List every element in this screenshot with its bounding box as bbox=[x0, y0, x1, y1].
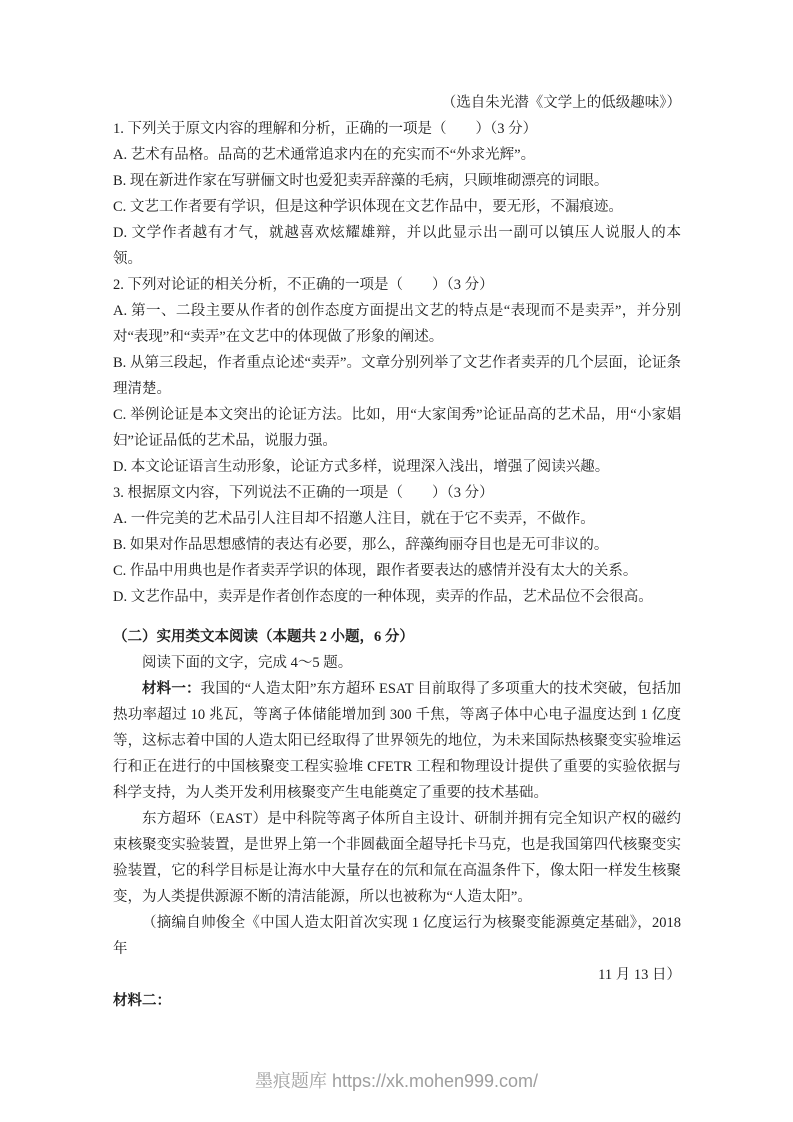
question-2-option-d: D. 本文论证语言生动形象，论证方式多样，说理深入浅出，增强了阅读兴趣。 bbox=[113, 459, 610, 475]
question-1-option-b: B. 现在新进作家在写骈俪文时也爱犯卖弄辞藻的毛病，只顾堆砌漂亮的词眼。 bbox=[113, 173, 609, 189]
exam-content bbox=[113, 90, 681, 1014]
question-3-option-c: C. 作品中用典也是作者卖弄学识的体现，跟作者要表达的感情并没有太大的关系。 bbox=[113, 563, 638, 579]
question-1-option-c: C. 文艺工作者要有学识，但是这种学识体现在文艺作品中，要无形，不漏痕迹。 bbox=[113, 199, 623, 215]
question-1-option-a: A. 艺术有品格。品高的艺术通常追求内在的充实而不“外求光辉”。 bbox=[113, 147, 536, 163]
material-1-citation-line-1: （摘编自帅俊全《中国人造太阳首次实现 1 亿度运行为核聚变能源奠定基础》，2018 年 bbox=[113, 915, 681, 957]
question-2-option-c: C. 举例论证是本文突出的论证方法。比如，用“大家闺秀”论证品高的艺术品，用“小家娼妇”论证品低的艺术品，说服力强。 bbox=[113, 407, 681, 449]
watermark-footer: 墨痕题库 https://xk.mohen999.com/ bbox=[254, 1071, 539, 1091]
source-note: （选自朱光潜《文学上的低级趣味》） bbox=[441, 95, 681, 111]
question-2-option-a: A. 第一、二段主要从作者的创作态度方面提出文艺的特点是“表现而不是卖弄”，并分别对“表现”和“卖弄”在文艺中的体现做了形象的阐述。 bbox=[113, 303, 681, 345]
section-2-heading: （二）实用类文本阅读（本题共 2 小题，6 分） bbox=[113, 629, 414, 645]
question-1-option-d: D. 文学作者越有才气，就越喜欢炫耀雄辩，并以此显示出一副可以镇压人说服人的本领。 bbox=[113, 225, 681, 267]
material-1-text-1: 我国的“人造太阳”东方超环 ESAT 目前取得了多项重大的技术突破，包括加热功率超过 10 兆瓦，等离子体储能增加到 300 千焦，等离子体中心电子温度达到 1 亿度等，这标志着中国的人造太阳已经取得了世界领先的地位，为未来国际热核聚变实验堆运行和正在进行的中国核聚变工程实验堆 CFETR 工程和物理设计提供了重要的实验依据与科学支持，为人类开发利用核聚变产生电能奠定了重要的技术基础。 bbox=[113, 681, 682, 801]
question-2-stem: 2. 下列对论证的相关分析，不正确的一项是（ ）（3 分） bbox=[113, 277, 494, 293]
question-3-option-b: B. 如果对作品思想感情的表达有必要，那么，辞藻绚丽夺目也是无可非议的。 bbox=[113, 537, 609, 553]
material-1-paragraph-2: 东方超环（EAST）是中科院等离子体所自主设计、研制并拥有完全知识产权的磁约束核聚变实验装置，是世界上第一个非圆截面全超导托卡马克，也是我国第四代核聚变实验装置，它的科学目标是让海水中大量存在的氘和氚在高温条件下，像太阳一样发生核聚变，为人类提供源源不断的清洁能源，所以也被称为“人造太阳”。 bbox=[113, 811, 681, 905]
material-1-label: 材料一： bbox=[142, 681, 201, 697]
question-3-option-d: D. 文艺作品中，卖弄是作者创作态度的一种体现，卖弄的作品，艺术品位不会很高。 bbox=[113, 589, 653, 605]
question-2-option-b: B. 从第三段起，作者重点论述“卖弄”。文章分别列举了文艺作者卖弄的几个层面，论证条理清楚。 bbox=[113, 355, 681, 397]
material-1-citation-line-2: 11 月 13 日） bbox=[598, 967, 681, 983]
question-1-stem: 1. 下列关于原文内容的理解和分析，正确的一项是（ ）（3 分） bbox=[113, 121, 538, 137]
section-2-intro: 阅读下面的文字，完成 4～5 题。 bbox=[142, 655, 353, 671]
material-1-citation bbox=[113, 910, 681, 988]
material-2-label: 材料二： bbox=[113, 993, 171, 1009]
material-1-paragraph-1 bbox=[113, 676, 681, 806]
question-3-stem: 3. 根据原文内容，下列说法不正确的一项是（ ）（3 分） bbox=[113, 485, 494, 501]
question-3-option-a: A. 一件完美的艺术品引人注目却不招邀人注目，就在于它不卖弄，不做作。 bbox=[113, 511, 595, 527]
